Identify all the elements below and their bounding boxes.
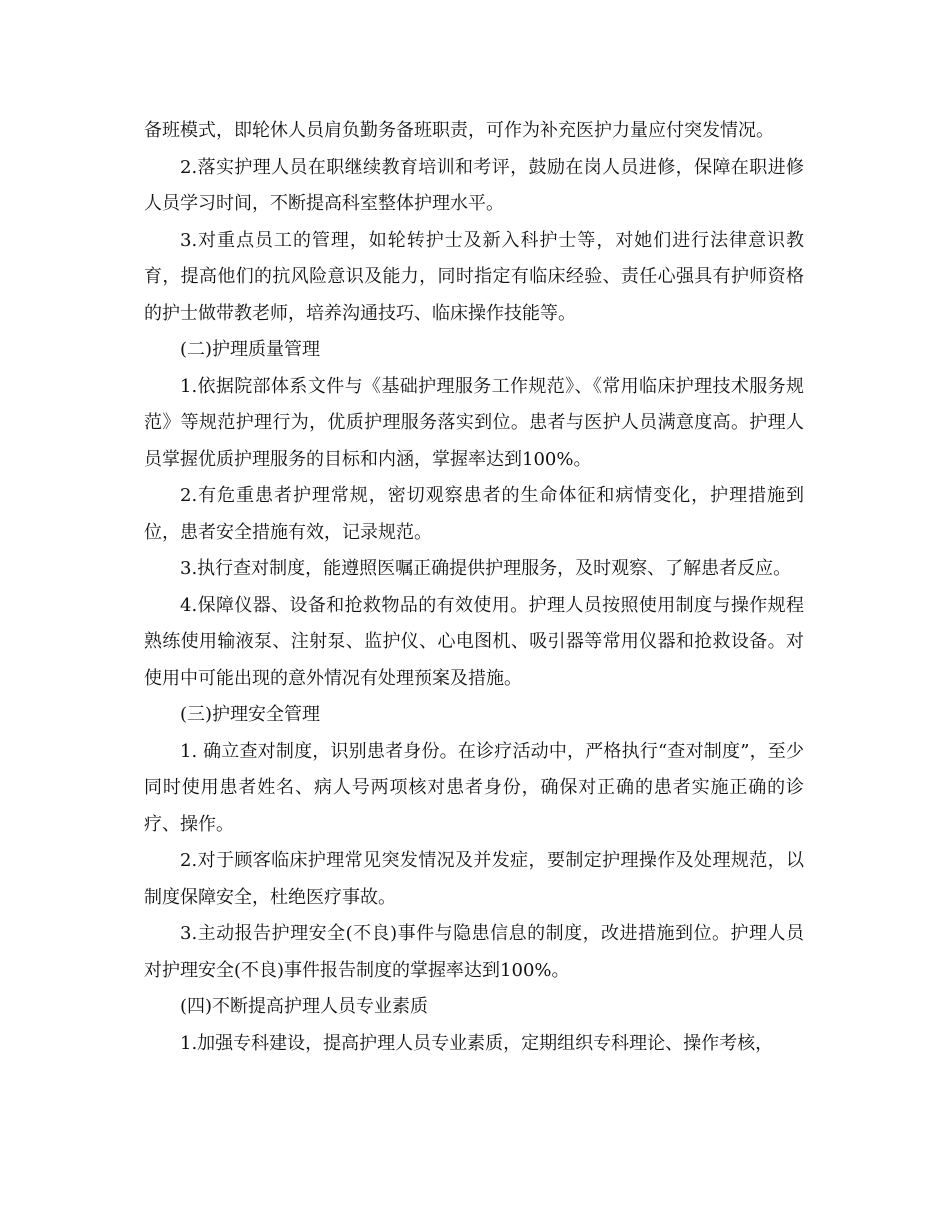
- section-heading-safety: (三)护理安全管理: [180, 704, 321, 725]
- paragraph-quality-item-3: 3.执行查对制度，能遵照医嘱正确提供护理服务，及时观察、了解患者反应。: [180, 558, 792, 579]
- section-heading-quality: (二)护理质量管理: [180, 339, 321, 360]
- document-body: [144, 113, 804, 1062]
- paragraph-continuation: 备班模式，即轮休人员肩负勤务备班职责，可作为补充医护力量应付突发情况。: [144, 120, 774, 141]
- section-heading-quality-improvement: (四)不断提高护理人员专业素质: [180, 996, 429, 1017]
- paragraph-improvement-item-1: 1.加强专科建设，提高护理人员专业素质，定期组织专科理论、操作考核，: [180, 1032, 774, 1054]
- paragraph-safety-item-1: 1. 确立查对制度，识别患者身份。在诊疗活动中，严格执行“查对制度”，至少同时使用患者姓名、病人号两项核对患者身份，确保对正确的患者实施正确的诊疗、操作。: [144, 740, 804, 835]
- paragraph-quality-item-2: 2.有危重患者护理常规，密切观察患者的生命体征和病情变化，护理措施到位，患者安全措施有效，记录规范。: [144, 485, 804, 543]
- paragraph-quality-item-4: 4.保障仪器、设备和抢救物品的有效使用。护理人员按照使用制度与操作规程熟练使用输液泵、注射泵、监护仪、心电图机、吸引器等常用仪器和抢救设备。对使用中可能出现的意外情况有处理预案及措施。: [144, 594, 804, 689]
- paragraph-safety-item-2: 2.对于顾客临床护理常见突发情况及并发症，要制定护理操作及处理规范，以制度保障安全，杜绝医疗事故。: [144, 850, 804, 908]
- paragraph-staff-item-2: 2.落实护理人员在职继续教育培训和考评，鼓励在岗人员进修，保障在职进修人员学习时间，不断提高科室整体护理水平。: [144, 156, 804, 214]
- paragraph-safety-item-3: 3.主动报告护理安全(不良)事件与隐患信息的制度，改进措施到位。护理人员对护理安全(不良)事件报告制度的掌握率达到100%。: [144, 923, 804, 981]
- paragraph-staff-item-3: 3.对重点员工的管理，如轮转护士及新入科护士等，对她们进行法律意识教育，提高他们的抗风险意识及能力，同时指定有临床经验、责任心强具有护师资格的护士做带教老师，培养沟通技巧、临床操作技能等。: [144, 229, 804, 324]
- paragraph-quality-item-1: 1.依据院部体系文件与《基础护理服务工作规范》、《常用临床护理技术服务规范》等规范护理行为，优质护理服务落实到位。患者与医护人员满意度高。护理人员掌握优质护理服务的目标和内涵，掌握率达到100%。: [144, 375, 804, 470]
